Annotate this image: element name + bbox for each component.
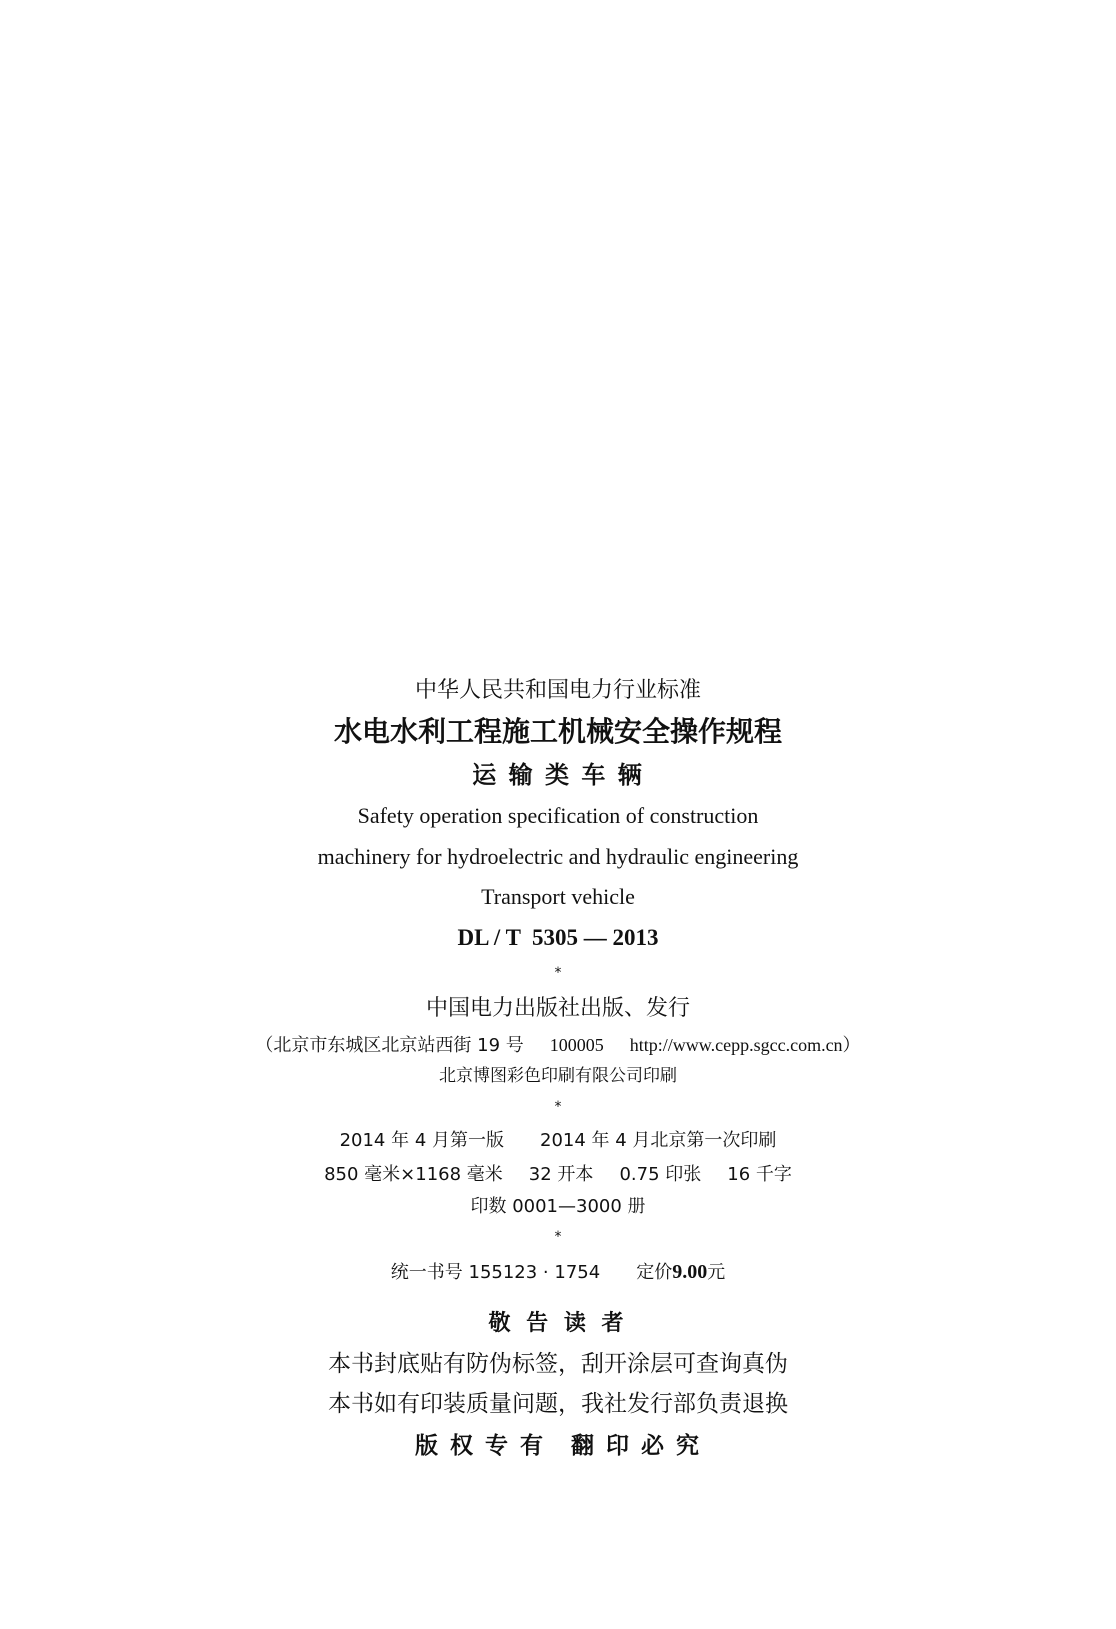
edition-line xyxy=(0,1132,1116,1150)
book-number: 统一书号 155123 · 1754 xyxy=(390,1262,601,1283)
format-line xyxy=(0,1166,1116,1184)
copyright-no-reprint: 翻 印 必 究 xyxy=(571,1433,702,1459)
paper-format: 850 毫米×1168 毫米 xyxy=(324,1164,503,1185)
price-unit: 元 xyxy=(707,1262,726,1283)
price-value: 9.00 xyxy=(672,1261,708,1283)
first-print: 2014 年 4 月北京第一次印刷 xyxy=(540,1130,777,1151)
separator-star: * xyxy=(554,965,562,981)
standard-code: DL / T 5305 — 2013 xyxy=(457,925,659,950)
notice-heading: 敬 告 读 者 xyxy=(488,1311,628,1336)
word-count: 16 千字 xyxy=(727,1164,792,1185)
publisher-name: 中国电力出版社出版、发行 xyxy=(425,996,690,1021)
standard-type: 中华人民共和国电力行业标准 xyxy=(414,678,701,703)
separator-star: * xyxy=(554,1229,562,1245)
printed-sheets: 0.75 印张 xyxy=(619,1164,702,1185)
catalog-line xyxy=(0,1262,1116,1282)
print-run: 印数 0001—3000 册 xyxy=(470,1196,646,1217)
publisher-postcode: 100005 xyxy=(549,1035,604,1055)
copyright-reserved: 版 权 专 有 xyxy=(414,1433,545,1459)
title-en-line2: machinery for hydroelectric and hydraulic engineering xyxy=(317,844,799,869)
price-label: 定价 xyxy=(636,1262,673,1283)
copyright-line xyxy=(0,1435,1116,1458)
title-cn: 水电水利工程施工机械安全操作规程 xyxy=(333,715,782,748)
notice-quality: 本书如有印装质量问题，我社发行部负责退换 xyxy=(328,1391,788,1417)
separator-star: * xyxy=(554,1099,562,1115)
notice-anti-counterfeit: 本书封底贴有防伪标签，刮开涂层可查询真伪 xyxy=(328,1351,788,1377)
subtitle-en: Transport vehicle xyxy=(481,884,635,909)
first-edition: 2014 年 4 月第一版 xyxy=(339,1130,504,1151)
folio: 32 开本 xyxy=(528,1164,594,1185)
title-en-line1: Safety operation specification of construction xyxy=(357,803,759,828)
publisher-website: http://www.cepp.sgcc.com.cn） xyxy=(629,1035,861,1055)
printer-name: 北京博图彩色印刷有限公司印刷 xyxy=(439,1066,677,1086)
subtitle-cn: 运 输 类 车 辆 xyxy=(472,761,644,789)
publisher-address: （北京市东城区北京站西街 19 号 xyxy=(255,1035,524,1056)
publisher-address-line xyxy=(0,1036,1116,1055)
